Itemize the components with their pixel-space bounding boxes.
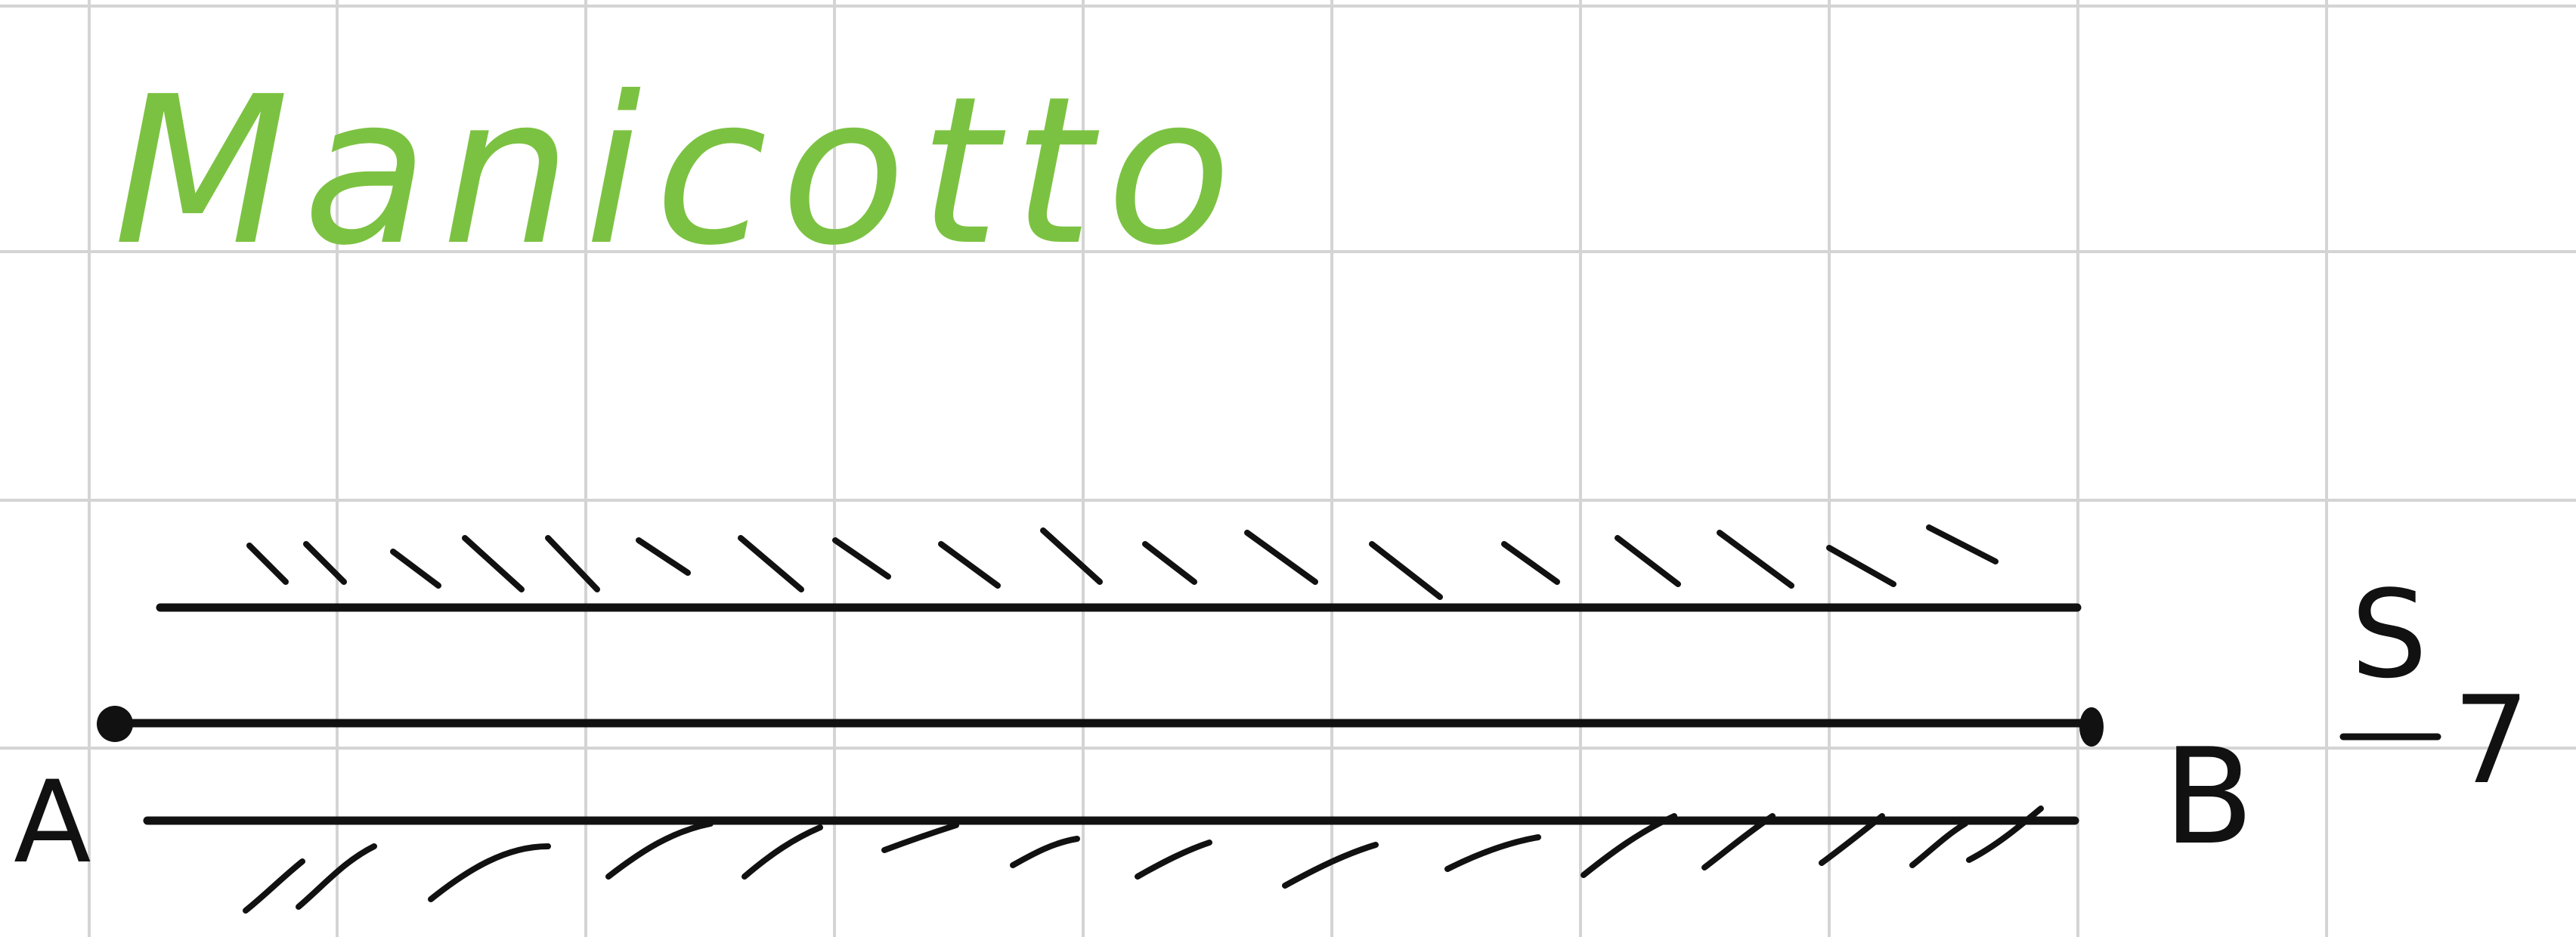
fraction-denominator: 7	[2453, 670, 2530, 811]
label-b: B	[2163, 721, 2255, 874]
endpoint-a-dot	[97, 706, 133, 742]
label-a: A	[14, 757, 91, 889]
fraction-numerator: S	[2351, 564, 2428, 705]
endpoint-b-dot	[2079, 707, 2104, 747]
title-manicotto: Manicotto	[113, 52, 1246, 290]
